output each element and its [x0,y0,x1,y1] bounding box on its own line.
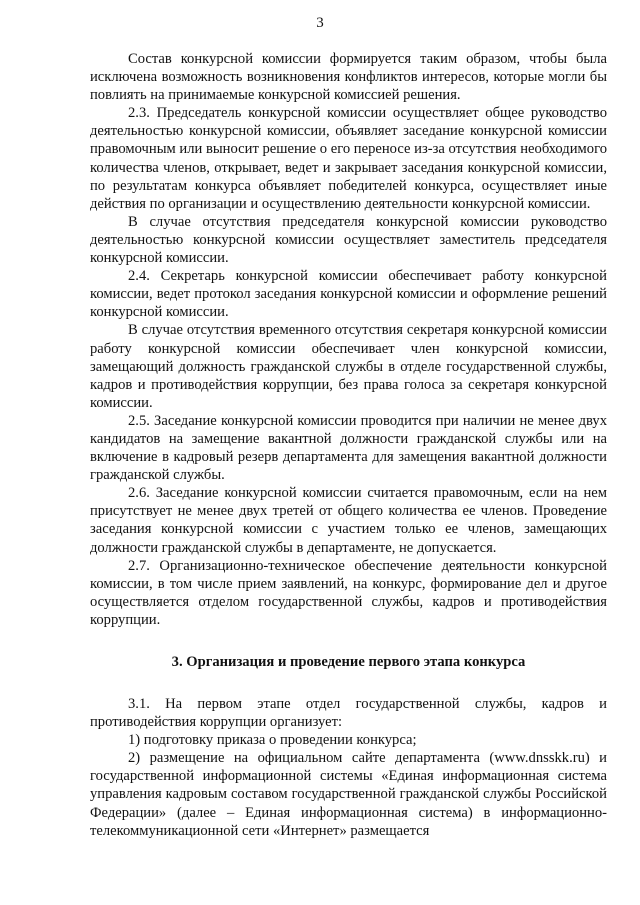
list-item: 1) подготовку приказа о проведении конкурса; [128,732,417,749]
section-heading: 3. Организация и проведение первого этапа конкурса [171,654,526,670]
paragraph: 2.6. Заседание конкурсной комиссии считается правомочным, если на нем присутствует не менее двух третей от общего количества ее членов. Проведение заседания конкурсной комиссии с участием только ее членов, замещающих должности гражданской службы в департаменте, не допускается. [90,485,607,556]
page-number: 3 [316,15,324,31]
paragraph: Состав конкурсной комиссии формируется таким образом, чтобы была исключена возможность возникновения конфликтов интересов, которые могли бы повлиять на принимаемые конкурсной комиссией решения. [90,51,607,104]
paragraph: В случае отсутствия временного отсутствия секретаря конкурсной комиссии работу конкурсной комиссии обеспечивает член конкурсной комиссии, замещающий должность гражданской службы в отделе государственной службы, кадров и противодействия коррупции, без права голоса за секретаря конкурсной комиссии. [90,322,607,411]
paragraph: 2.3. Председатель конкурсной комиссии осуществляет общее руководство деятельностью конкурсной комиссии, объявляет заседание конкурсной комиссии правомочным или выносит решение о его переносе из-за отсутствия необходимого количества членов, открывает, ведет и закрывает заседания конкурсной комиссии, по результатам конкурса объявляет победителей конкурса, осуществляет иные действия по организации и осуществлению деятельности конкурсной комиссии. [90,105,607,212]
paragraph: 2.7. Организационно-техническое обеспечение деятельности конкурсной комиссии, в том числе прием заявлений, на конкурс, формирование дел и другое осуществляется отделом государственной службы, кадров и противодействия коррупции. [90,557,607,628]
paragraph: 2.4. Секретарь конкурсной комиссии обеспечивает работу конкурсной комиссии, ведет протокол заседания конкурсной комиссии и оформление решений конкурсной комиссии. [90,268,607,321]
document-body [90,50,607,840]
paragraph: В случае отсутствия председателя конкурсной комиссии руководство деятельностью конкурсной комиссии осуществляет заместитель председателя конкурсной комиссии. [90,213,607,267]
paragraph: 2.5. Заседание конкурсной комиссии проводится при наличии не менее двух кандидатов на замещение вакантной должности гражданской службы или на включение в кадровый резерв департамента для замещения вакантной должности гражданской службы. [90,412,607,484]
paragraph: 3.1. На первом этапе отдел государственной службы, кадров и противодействия коррупции организует: [90,696,607,731]
list-item: 2) размещение на официальном сайте департамента (www.dnsskk.ru) и государственной информационной системы «Единая информационная система управления кадровым составом государственной гражданской службы Российской Федерации» (далее – Единая информационная система) в информационно-телекоммуникационной сети «Интернет» размещается [90,750,607,839]
